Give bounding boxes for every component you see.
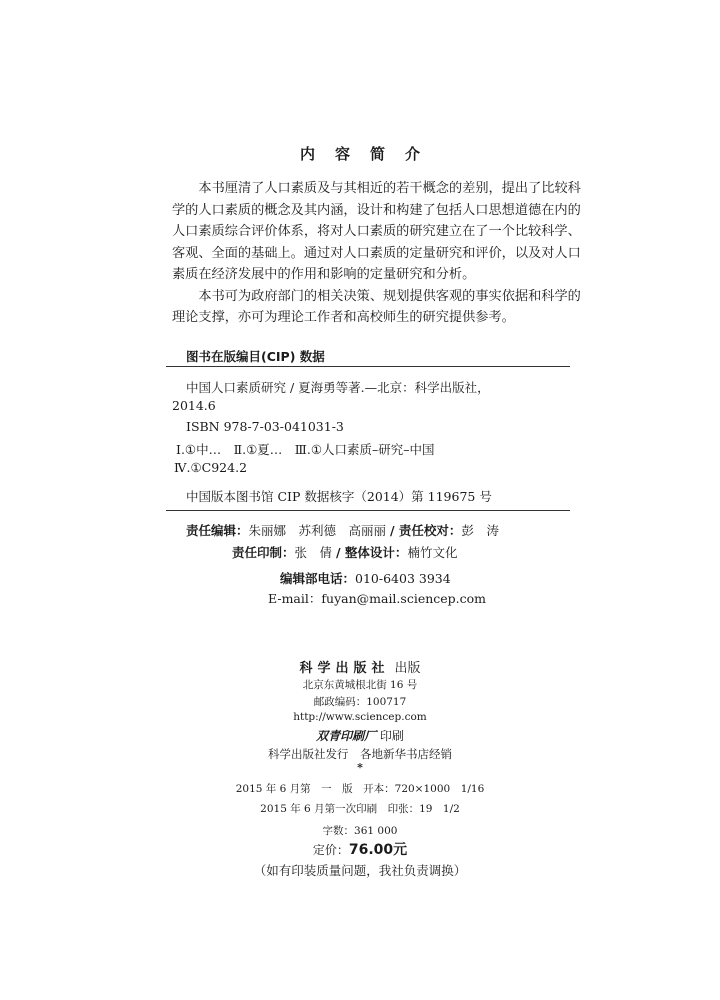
intro-paragraph-1: 本书厘清了人口素质及与其相近的若干概念的差别，提出了比较科学的人口素质的概念及其内涵，设计和构建了包括人口思想道德在内的人口素质综合评价体系，将对人口素质的研究建立在了一个比较科学、客观、全面的基础上。通过对人口素质的定量研究和评价，以及对人口素质在经济发展中的作用和影响的定量研究和分析。 [172, 181, 581, 282]
printer-line [0, 727, 720, 744]
quality-notice: （如有印装质量问题，我社负责调换） [253, 863, 467, 878]
email-address: fuyan@mail.sciencep.com [321, 591, 487, 606]
cip-title-line: 中国人口素质研究 / 夏海勇等著.—北京：科学出版社， [186, 380, 490, 395]
email-label: E-mail： [268, 591, 322, 606]
cip-heading: 图书在版编目(CIP) 数据 [186, 349, 325, 364]
publisher-line [0, 657, 720, 676]
editor-names: 朱丽娜 苏利德 高丽丽 [248, 523, 387, 538]
editorial-phone [280, 569, 451, 587]
print-label: 责任印制： [232, 545, 295, 560]
design-label: / 整体设计： [336, 545, 408, 560]
phone-number: 010-6403 3934 [355, 571, 451, 586]
cip-isbn: ISBN 978-7-03-041031-3 [186, 419, 344, 434]
printer-suffix: 印刷 [379, 729, 404, 743]
cip-rule-bottom [166, 510, 570, 511]
intro-paragraph-2: 本书可为政府部门的相关决策、规划提供客观的事实依据和科学的理论支撑，亦可为理论工作者和高校师生的研究提供参考。 [172, 288, 581, 325]
edition-line: 2015 年 6 月第 一 版 开本：720×1000 1/16 [235, 783, 485, 795]
separator-asterisk: * [357, 761, 363, 774]
publisher-name: 科学出版社 [299, 661, 390, 676]
price-value: 76.00元 [348, 842, 408, 858]
design-name: 楠竹文化 [407, 545, 458, 560]
phone-label: 编辑部电话： [280, 571, 356, 586]
proof-name: 彭 涛 [461, 523, 499, 538]
print-name: 张 倩 [294, 545, 333, 560]
publisher-postcode: 邮政编码：100717 [313, 696, 407, 708]
cip-rule-top [166, 366, 570, 367]
printing-line: 2015 年 6 月第一次印刷 印张：19 1/2 [260, 803, 460, 815]
printer-name: 双青印刷厂 [316, 729, 377, 743]
editor-label: 责任编辑： [186, 523, 249, 538]
proof-label: / 责任校对： [390, 523, 462, 538]
cip-classification-2: Ⅳ.①C924.2 [174, 460, 248, 475]
editorial-email [268, 589, 486, 607]
print-credit [232, 543, 457, 561]
distribution-line: 科学出版社发行 各地新华书店经销 [268, 747, 452, 761]
cip-record-number: 中国版本图书馆 CIP 数据核字（2014）第 119675 号 [186, 489, 492, 504]
word-count: 字数：361 000 [322, 825, 398, 837]
intro-title: 内容简介 [299, 145, 440, 163]
publisher-website: http://www.sciencep.com [293, 711, 427, 723]
cip-date-line: 2014.6 [172, 398, 216, 413]
intro-body [172, 178, 590, 329]
cip-classification-1: Ⅰ.①中… Ⅱ.①夏… Ⅲ.①人口素质–研究–中国 [176, 442, 435, 457]
editor-credit [186, 521, 499, 539]
publisher-suffix: 出版 [394, 661, 421, 676]
price-line [0, 839, 720, 859]
publisher-address: 北京东黄城根北街 16 号 [302, 679, 418, 691]
price-label: 定价： [312, 843, 349, 857]
